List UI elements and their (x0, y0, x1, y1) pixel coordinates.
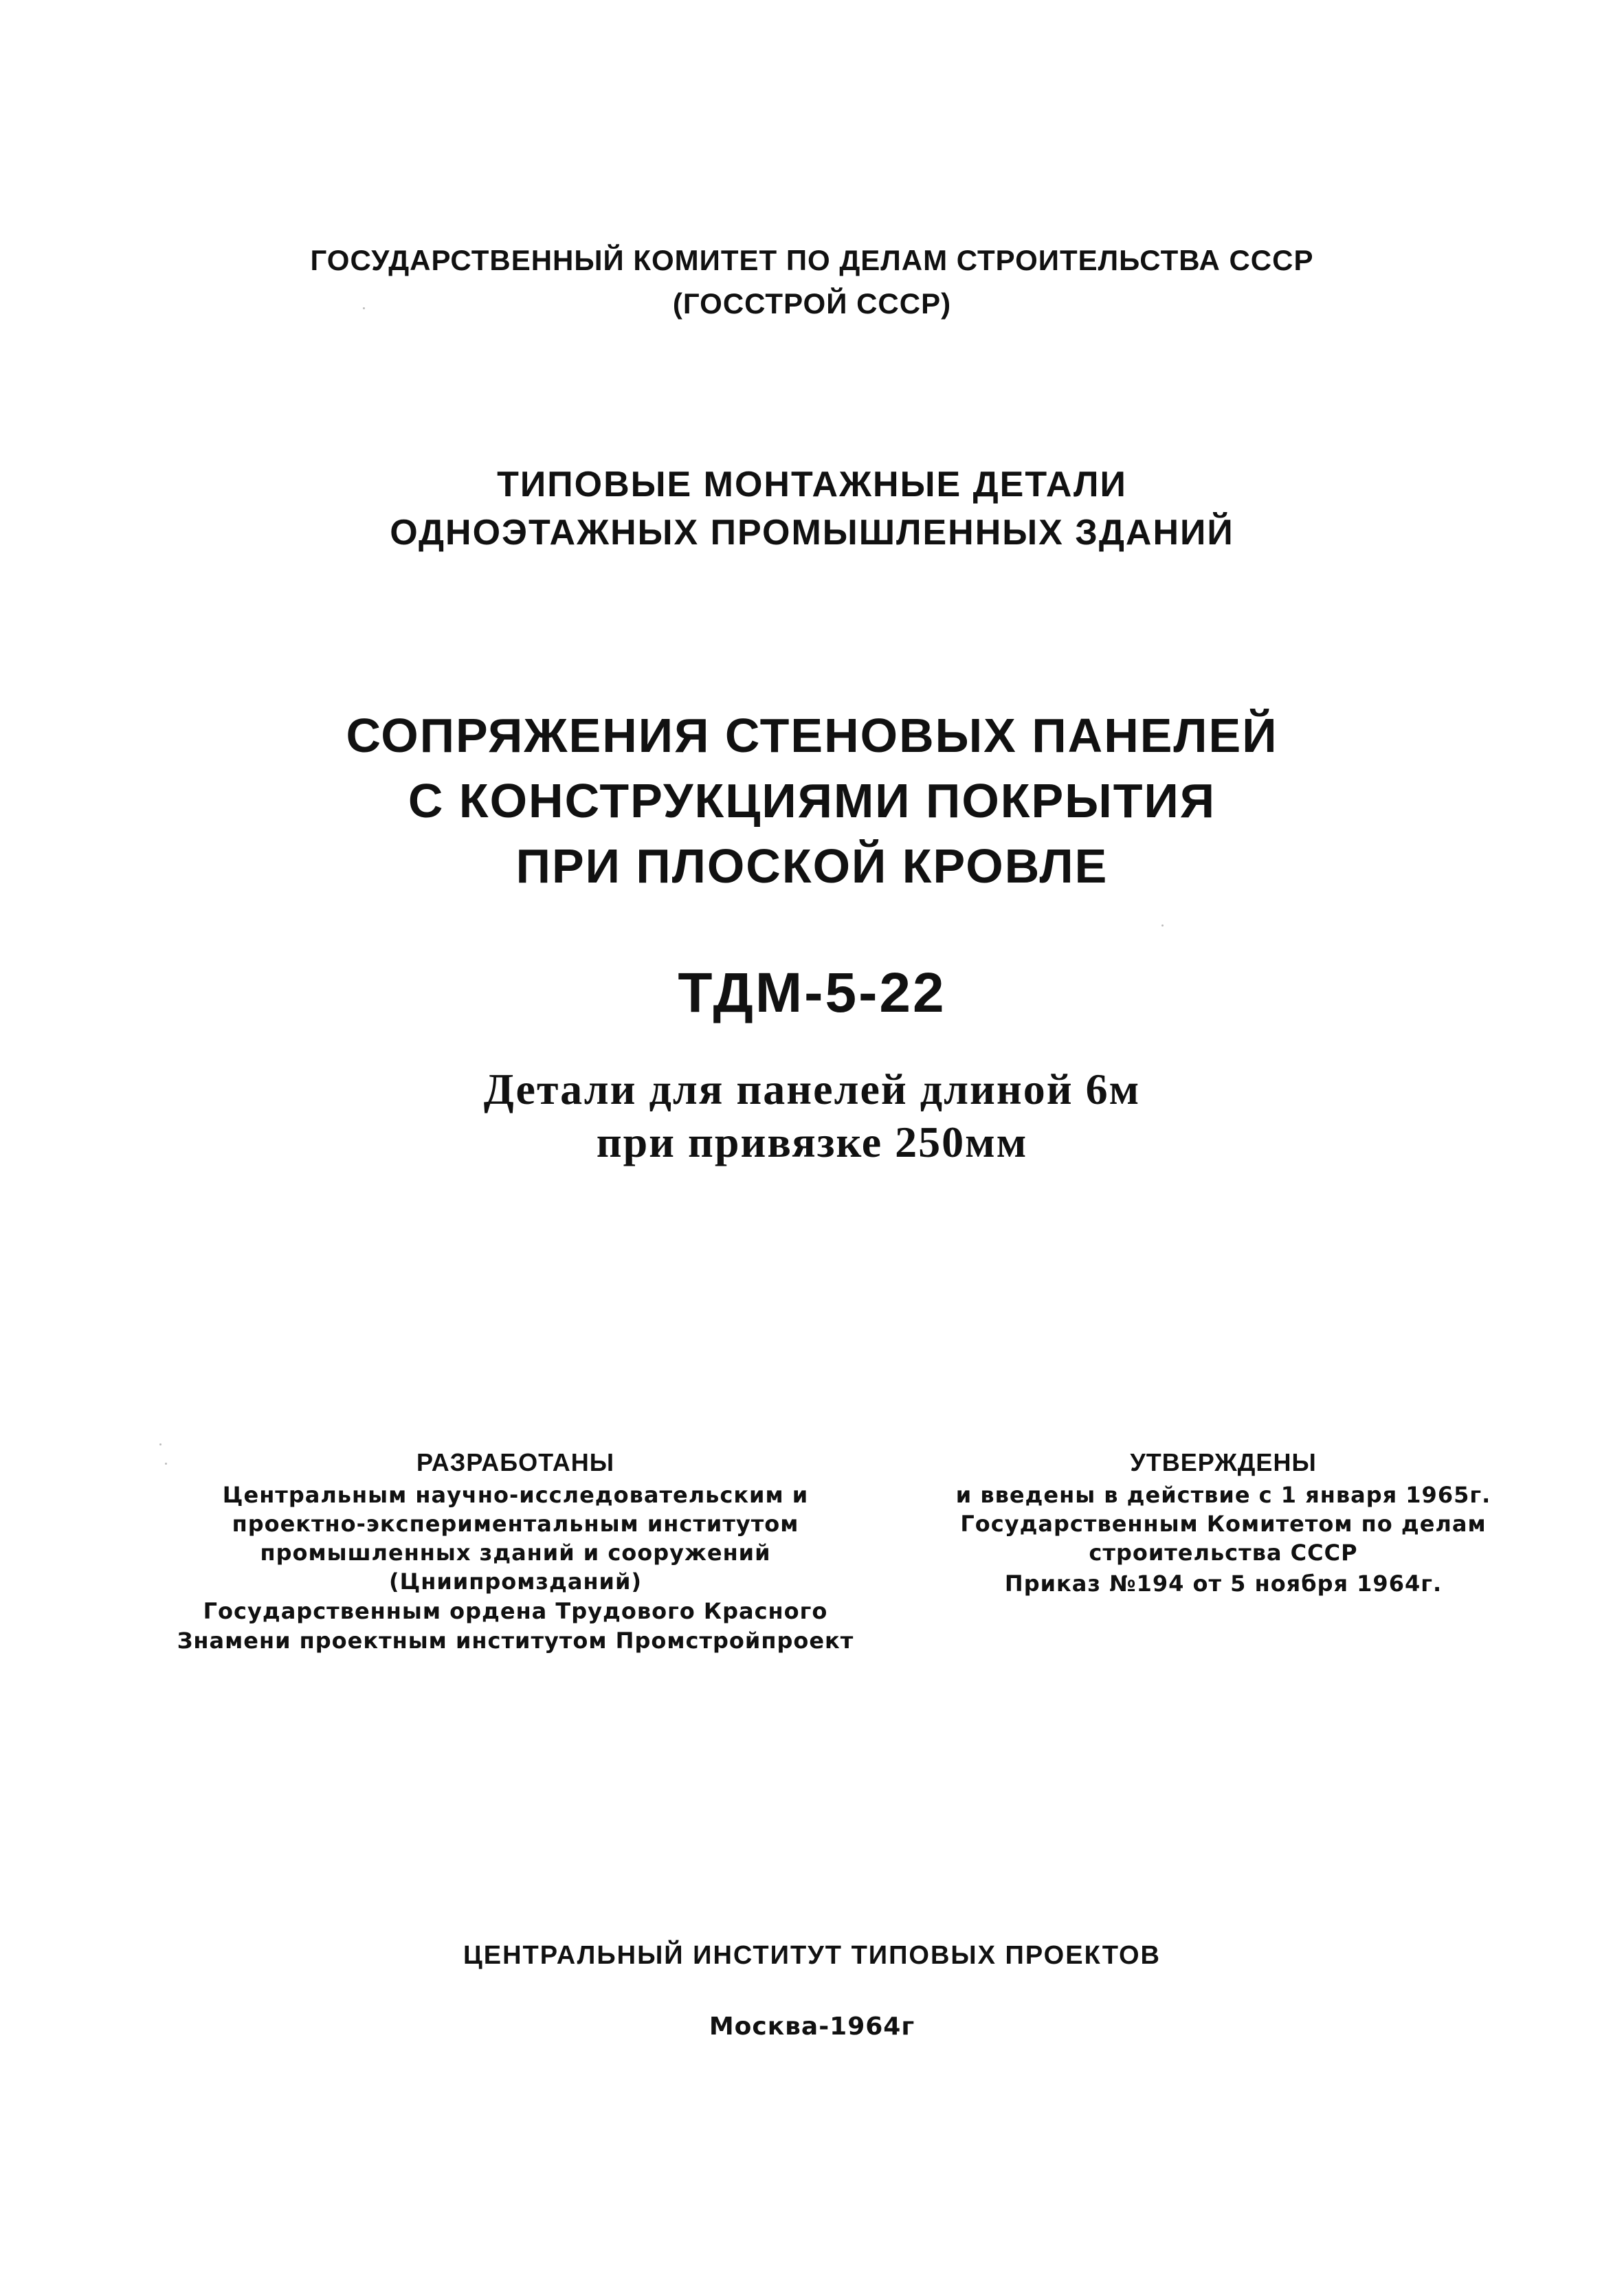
developed-line: промышленных зданий и сооружений (260, 1540, 771, 1566)
developed-line: проектно-экспериментальным институтом (232, 1511, 799, 1537)
approved-line: строительства СССР (1089, 1540, 1358, 1566)
approved-line: Приказ №194 от 5 ноября 1964г. (1004, 1571, 1443, 1597)
approved-line: Государственным Комитетом по делам (960, 1511, 1487, 1537)
main-title-line-2: С КОНСТРУКЦИЯМИ ПОКРЫТИЯ (408, 774, 1216, 828)
scan-speck (363, 307, 365, 309)
series-title-line-1: ТИПОВЫЕ МОНТАЖНЫЕ ДЕТАЛИ (497, 465, 1127, 505)
approved-line: и введены в действие с 1 января 1965г. (955, 1482, 1491, 1508)
scan-speck (165, 1463, 167, 1465)
committee-abbreviation: (ГОССТРОЙ СССР) (672, 287, 952, 320)
developed-heading: РАЗРАБОТАНЫ (416, 1448, 615, 1476)
scan-speck (1161, 924, 1164, 927)
developed-line: (Цниипромзданий) (388, 1568, 643, 1595)
publisher-institute: ЦЕНТРАЛЬНЫЙ ИНСТИТУТ ТИПОВЫХ ПРОЕКТОВ (463, 1941, 1161, 1970)
series-title-line-2: ОДНОЭТАЖНЫХ ПРОМЫШЛЕННЫХ ЗДАНИЙ (390, 513, 1234, 553)
committee-name: ГОСУДАРСТВЕННЫЙ КОМИТЕТ ПО ДЕЛАМ СТРОИТЕЛЬСТВА СССР (310, 244, 1314, 276)
developed-line: Знамени проектным институтом Промстройпроект (177, 1628, 854, 1654)
developed-line: Центральным научно-исследовательским и (222, 1482, 809, 1508)
main-title-line-3: ПРИ ПЛОСКОЙ КРОВЛЕ (515, 839, 1109, 893)
publication-place-year: Москва-1964г (709, 2013, 915, 2041)
document-code: ТДМ-5-22 (678, 962, 946, 1024)
main-title-line-1: СОПРЯЖЕНИЯ СТЕНОВЫХ ПАНЕЛЕЙ (346, 709, 1278, 762)
subtitle-line-1: Детали для панелей длиной 6м (483, 1065, 1141, 1113)
scan-speck (159, 1443, 162, 1445)
developed-line: Государственным ордена Трудового Красного (203, 1598, 828, 1624)
subtitle-line-2: при привязке 250мм (596, 1118, 1028, 1166)
approved-heading: УТВЕРЖДЕНЫ (1130, 1448, 1317, 1476)
